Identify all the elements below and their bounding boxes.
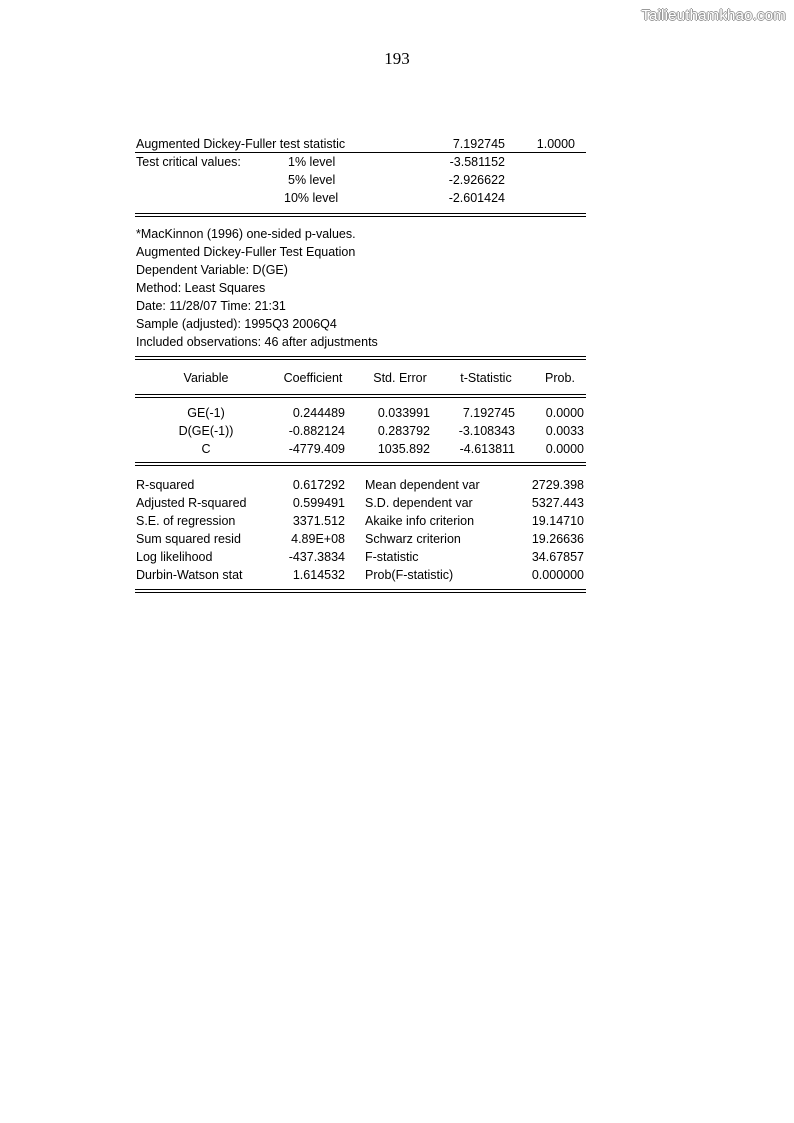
stat-value: 3371.512 [292, 514, 345, 528]
stats-row [135, 566, 586, 584]
level-value: -2.601424 [448, 191, 505, 205]
info-line: Augmented Dickey-Fuller Test Equation [136, 245, 356, 259]
cell-std-error: 1035.892 [377, 442, 430, 456]
equation-info [135, 225, 586, 351]
stat-value: 2729.398 [531, 478, 584, 492]
level-label: 10% level [284, 191, 339, 205]
stat-value: 1.614532 [292, 568, 345, 582]
double-divider [135, 589, 586, 593]
stat-value: 0.000000 [531, 568, 584, 582]
stats-row [135, 530, 586, 548]
stat-label: S.D. dependent var [365, 496, 473, 510]
level-label: 1% level [288, 155, 336, 169]
header-coefficient: Coefficient [283, 371, 343, 385]
critical-row-10pct [135, 189, 586, 207]
info-line: Sample (adjusted): 1995Q3 2006Q4 [136, 317, 337, 331]
coefficient-table [135, 356, 586, 458]
info-line: Method: Least Squares [136, 281, 266, 295]
stat-value: 19.14710 [531, 514, 584, 528]
level-label: 5% level [288, 173, 336, 187]
stats-row [135, 476, 586, 494]
stat-label: S.E. of regression [136, 514, 236, 528]
adf-statistic-value: 7.192745 [452, 137, 505, 151]
stat-value: 19.26636 [531, 532, 584, 546]
critical-row-1pct [135, 153, 586, 171]
regression-stats [135, 476, 586, 584]
double-divider [135, 213, 586, 217]
cell-t-statistic: -3.108343 [458, 424, 515, 438]
double-divider [135, 394, 586, 398]
header-t-statistic: t-Statistic [460, 371, 512, 385]
info-line: Included observations: 46 after adjustments [136, 335, 378, 349]
cell-std-error: 0.033991 [377, 406, 430, 420]
table-header-row [135, 369, 586, 387]
adf-statistic-label: Augmented Dickey-Fuller test statistic [136, 137, 346, 151]
cell-t-statistic: -4.613811 [459, 442, 515, 456]
adf-statistic-prob: 1.0000 [536, 137, 575, 151]
stat-value: -437.3834 [288, 550, 345, 564]
cell-variable: GE(-1) [187, 406, 225, 420]
stats-row [135, 494, 586, 512]
adf-statistic-row [135, 135, 586, 153]
double-divider [135, 356, 586, 360]
info-line: *MacKinnon (1996) one-sided p-values. [136, 227, 356, 241]
stat-value: 0.617292 [292, 478, 345, 492]
stat-value: 0.599491 [292, 496, 345, 510]
stat-label: Schwarz criterion [365, 532, 461, 546]
level-value: -2.926622 [448, 173, 505, 187]
stat-value: 5327.443 [531, 496, 584, 510]
double-divider [135, 462, 586, 466]
cell-std-error: 0.283792 [377, 424, 430, 438]
cell-prob: 0.0000 [545, 442, 584, 456]
info-line: Dependent Variable: D(GE) [136, 263, 288, 277]
info-line: Date: 11/28/07 Time: 21:31 [136, 299, 286, 313]
stat-label: Log likelihood [136, 550, 213, 564]
stat-label: Prob(F-statistic) [365, 568, 454, 582]
stat-value: 4.89E+08 [291, 532, 345, 546]
table-row [135, 422, 586, 440]
stat-value: 34.67857 [531, 550, 584, 564]
table-row [135, 440, 586, 458]
stats-row [135, 548, 586, 566]
cell-prob: 0.0000 [545, 406, 584, 420]
header-prob: Prob. [545, 371, 575, 385]
stat-label: F-statistic [365, 550, 419, 564]
stat-label: R-squared [136, 478, 195, 492]
stat-label: Mean dependent var [365, 478, 480, 492]
critical-row-5pct [135, 171, 586, 189]
cell-variable: D(GE(-1)) [178, 424, 234, 438]
cell-variable: C [201, 442, 211, 456]
stats-row [135, 512, 586, 530]
cell-t-statistic: 7.192745 [462, 406, 515, 420]
table-row [135, 404, 586, 422]
cell-coefficient: -4779.409 [288, 442, 345, 456]
adf-test-block [135, 135, 586, 207]
cell-coefficient: 0.244489 [292, 406, 345, 420]
page-number: 193 [384, 49, 410, 68]
stat-label: Akaike info criterion [365, 514, 475, 528]
stat-label: Sum squared resid [136, 532, 241, 546]
header-variable: Variable [183, 371, 229, 385]
stat-label: Durbin-Watson stat [136, 568, 243, 582]
critical-values-label: Test critical values: [136, 155, 241, 169]
watermark: Tailieuthamkhao.com [641, 7, 786, 24]
level-value: -3.581152 [449, 155, 505, 169]
cell-prob: 0.0033 [545, 424, 584, 438]
header-std-error: Std. Error [373, 371, 427, 385]
cell-coefficient: -0.882124 [288, 424, 345, 438]
stat-label: Adjusted R-squared [136, 496, 247, 510]
